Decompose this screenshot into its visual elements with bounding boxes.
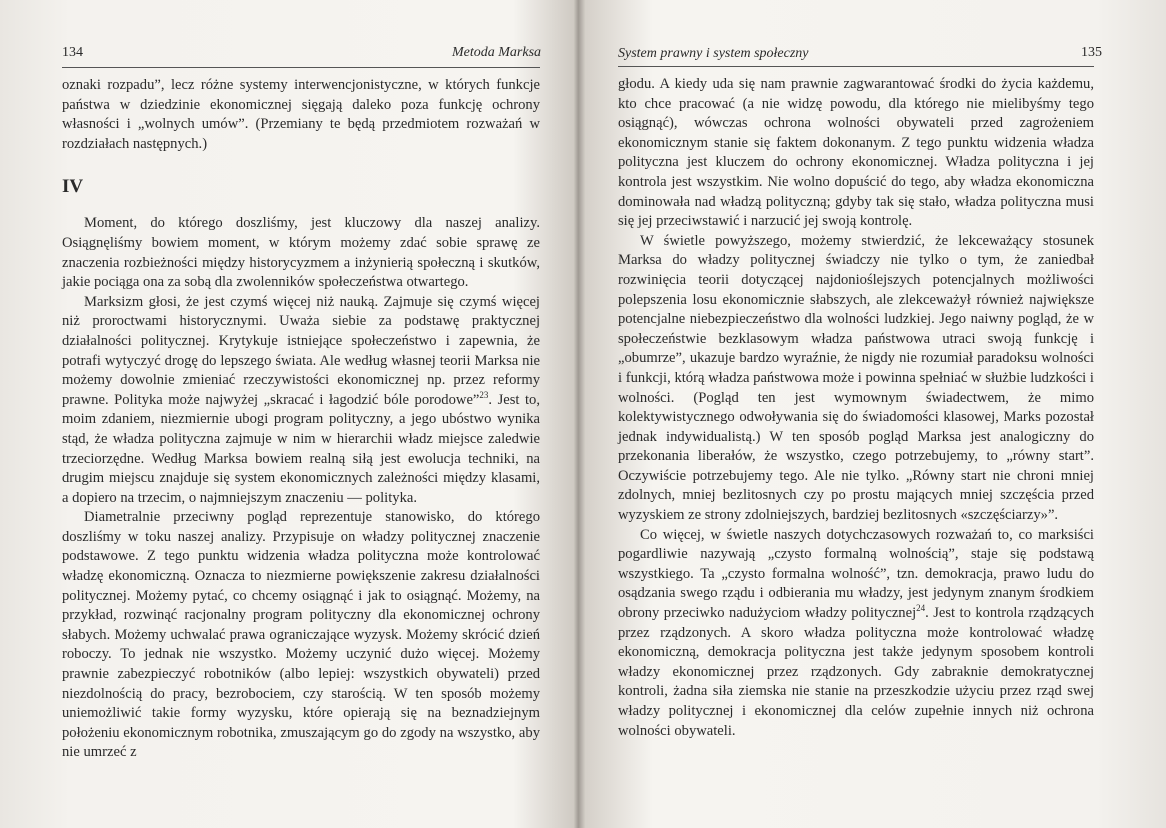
paragraph: Diametralnie przeciwny pogląd reprezentuje stanowisko, do którego doszliśmy w toku naszej analizy. Przypisuje on władzy politycznej znaczenie podstawowe. Z tego punktu widzenia władza polityczna może kontrolować władzę ekonomiczną. Oznacza to niezmierne powiększenie zakresu działalności politycznej. Możemy pytać, co chcemy osiągnąć i jak to osiągnąć. Możemy, na przykład, rozwinąć racjonalny program polityczny dla ekonomicznej ochrony słabych. Możemy uchwalać prawa ograniczające wyzysk. Możemy skrócić dzień roboczy. To jednak nie wszystko. Możemy uczynić dużo więcej. Możemy prawnie zabezpieczyć robotników (albo lepiej: wszystkich obywateli) przed niezdolnością do pracy, bezrobociem, czy starością. W ten sposób możemy uniemożliwić takie formy wyzysku, które opierają się na beznadziejnym położeniu ekonomicznym robotnika, zmuszającym go do zgody na wszystko, aby nie umrzeć z [62, 509, 540, 761]
paragraph: W świetle powyższego, możemy stwierdzić, że lekceważący stosunek Marksa do władzy politycznej świadczy nie tylko o tym, że zaniedbał rozwinięcia teorii dotyczącej najdonioślejszych potencjalnych możliwości polepszenia losu ekonomicznie słabszych, ale zlekceważył również największe potencjalne niebezpieczeństwo dla wolności ludzkiej. Jego naiwny pogląd, że w społeczeństwie bezklasowym władza państwowa utraci swoją funkcję i „obumrze”, ukazuje bardzo wyraźnie, że nigdy nie rozumiał paradoksu wolności i funkcji, którą władza państwowa może i powinna spełniać w służbie ludzkości i wolności. (Pogląd ten jest wymownym świadectwem, że mimo kolektywistycznego odwoływania się do świadomości klasowej, Marks pozostał jednak indywidualistą.) W ten sposób pogląd Marksa jest analogiczny do przekonania liberałów, że wszystko, czego potrzebujemy, to „równy start”. Oczywiście potrzebujemy tego. Ale nie tylko. „Równy start nie chroni mniej zdolnych, mniej bezlitosnych czy po prostu mających mniej szczęścia przed wyzyskiem ze strony zdolniejszych, bardziej bezlitosnych «szczęściarzy»”. [618, 232, 1094, 524]
running-head: System prawny i system społeczny [618, 46, 809, 61]
paragraph-text: Marksizm głosi, że jest czymś więcej niż nauką. Zajmuje się czymś więcej niż proroctwami historycznymi. Uważa siebie za podstawę praktycznej działalności politycznej. Krytykuje istniejące społeczeństwo i zapewnia, że potrafi wytyczyć drogę do lepszego świata. Ale według własnej teorii Marksa nie możemy dowolnie zmieniać rzeczywistości ekonomicznej np. przez reformy prawne. Polityka może najwyżej „skracać i łagodzić bóle porodowe” [62, 293, 540, 408]
paragraph: Co więcej, w świetle naszych dotychczasowych rozważań to, co marksiści pogardliwie nazywają „czysto formalną wolnością”, staje się podstawą wszystkiego. Ta „czysto formalna wolność”, tzn. demokracja, prawo ludu do osądzania swego rządu i odbierania mu władzy, jest jedynym znanym środkiem obrony przeciwko nadużyciom władzy politycznej$^{24}$. Jest to kontrola rządzących przez rządzonych. A skoro władza polityczna może kontrolować władzę ekonomiczną, demokracja polityczna jest także jedynym sposobem kontroli władzy ekonomicznej przez rządzonych. Gdy zabraknie demokratycznej kontroli, żadna siła ziemska nie stanie na przeszkodzie użyciu przez rząd swej władzy politycznej i ekonomicznej dla celów zupełnie innych niż ochrona wolności obywateli. [618, 526, 1094, 739]
page-number: 135 [1081, 45, 1102, 60]
header-rule [62, 67, 540, 68]
running-head: Metoda Marksa [452, 45, 542, 60]
section-heading: IV [62, 176, 84, 198]
paragraph: głodu. A kiedy uda się nam prawnie zagwarantować środki do życia każdemu, kto chce pracować (a nie widzę powodu, dla którego nie mielibyśmy tego osiągnąć), wówczas ochrona wolności obywateli przed zagrożeniem ekonomicznym stanie się faktem dokonanym. Z tego punktu widzenia władza polityczna jest kluczem do ochrony ekonomicznej. Władza polityczna i jej kontrola jest wszystkim. Nie wolno dopuścić do tego, aby władza ekonomiczna dominowała nad władzą polityczną; gdyby tak się stało, władza polityczna musi się jej przeciwstawić i narzucić jej swoją kontrolę. [618, 76, 1094, 230]
left-page [0, 0, 580, 828]
page-number: 134 [62, 45, 83, 60]
right-page [584, 0, 1166, 828]
paragraph [62, 293, 540, 509]
paragraph: Moment, do którego doszliśmy, jest kluczowy dla naszej analizy. Osiągnęliśmy bowiem moment, w którym możemy zdać sobie sprawę ze znaczenia rozbieżności między historycyzmem a inżynierią społeczną i skutków, jakie pociąga ona za sobą dla zwolenników społeczeństwa otwartego. [62, 215, 540, 291]
paragraph-text: . Jest to, moim zdaniem, niezmiernie ubogi program polityczny, a jego ubóstwo wynika stąd, że władza polityczna zajmuje w nim w hierarchii władz miejsce zaledwie trzeciorzędne. Według Marksa bowiem realną siłą jest ewolucja techniki, na drugim miejscu znajduje się system ekonomicznych zależności między klasami, a dopiero na trzecim, o najmniejszym znaczeniu — polityka. [62, 391, 540, 506]
footnote-reference: 23 [479, 389, 489, 400]
page-body [62, 76, 540, 763]
paragraph-text: Jest to kontrola rządzących przez rządzonych. A skoro władza polityczna może kontrolować władzę ekonomiczną, demokracja polityczna jest także jedynym sposobem kontroli władzy ekonomicznej przez rządzonych. Gdy zabraknie demokratycznej kontroli, żadna siła ziemska nie stanie na przeszkodzie użyciu przez rząd swej władzy politycznej i ekonomicznej dla celów zupełnie innych niż ochrona wolności obywateli. [618, 605, 1094, 739]
footnote-reference: 24 [916, 603, 926, 614]
paragraph-text: Co więcej, w świetle naszych dotychczasowych rozważań to, co marksiści pogardliwie nazywają „czysto formalną wolnością”, staje się podstawą wszystkiego. Ta „czysto formalna wolność”, tzn. demokracja, prawo ludu do osądzania swego rządu i odbierania mu władzy, jest jedynym znanym środkiem obrony przeciwko nadużyciom władzy politycznej [618, 526, 1094, 622]
page-body [618, 75, 1094, 741]
paragraph: oznaki rozpadu”, lecz różne systemy interwencjonistyczne, w których funkcje państwa w dziedzinie ekonomicznej sięgają daleko poza funkcję ochrony własności i „wolnych umów”. (Przemiany te będą przedmiotem rozważań w rozdziałach następnych.) [62, 77, 540, 152]
header-rule [618, 66, 1094, 67]
